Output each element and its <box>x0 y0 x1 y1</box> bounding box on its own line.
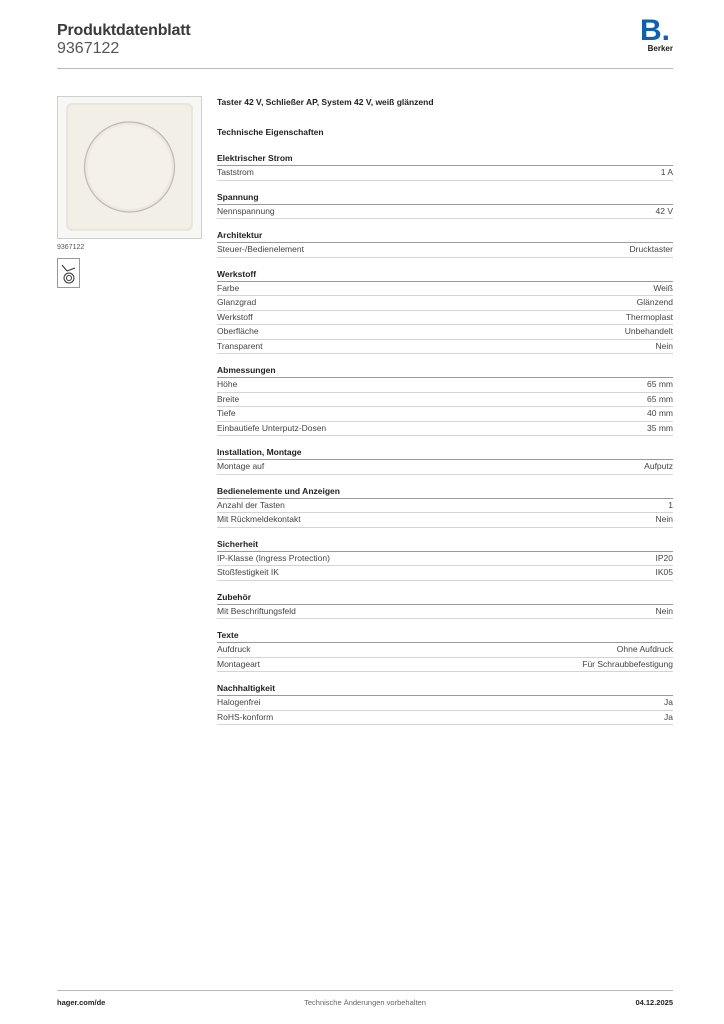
spec-section <box>217 229 673 258</box>
spec-value: 42 V <box>655 205 673 216</box>
spec-value: Aufputz <box>644 461 673 471</box>
document-title: Produktdatenblatt <box>57 22 191 39</box>
spec-row <box>217 643 673 658</box>
spec-value: IK05 <box>655 567 673 577</box>
spec-row <box>217 605 673 620</box>
spec-label: Mit Beschriftungsfeld <box>217 605 296 616</box>
spec-label: Halogenfrei <box>217 697 261 707</box>
product-image <box>57 96 202 239</box>
spec-row <box>217 499 673 514</box>
spec-value: 40 mm <box>647 408 673 418</box>
spec-value: Unbehandelt <box>624 326 673 336</box>
spec-value: IP20 <box>655 552 673 563</box>
product-title: Taster 42 V, Schließer AP, System 42 V, weiß glänzend <box>217 97 434 107</box>
technical-properties-heading: Technische Eigenschaften <box>217 127 324 137</box>
spec-label: Montage auf <box>217 461 265 471</box>
spec-value: Ja <box>664 711 673 722</box>
spec-value: Thermoplast <box>625 311 673 322</box>
spec-value: Nein <box>655 605 673 616</box>
spec-section <box>217 682 673 725</box>
spec-value: Für Schraubbefestigung <box>582 658 673 669</box>
spec-label: Höhe <box>217 379 238 389</box>
spec-value: Glänzend <box>636 297 673 307</box>
spec-label: RoHS-konform <box>217 711 274 722</box>
spec-row <box>217 378 673 393</box>
spec-row <box>217 311 673 326</box>
spec-value: 1 A <box>660 167 673 177</box>
page-footer <box>57 998 673 1010</box>
section-title: Elektrischer Strom <box>217 152 673 166</box>
spec-value: 1 <box>668 499 673 510</box>
section-title: Nachhaltigkeit <box>217 682 673 696</box>
spec-label: Mit Rückmeldekontakt <box>217 514 301 524</box>
spec-row <box>217 205 673 220</box>
spec-row <box>217 340 673 355</box>
spec-section <box>217 538 673 581</box>
spec-section <box>217 446 673 475</box>
footer-date: 04.12.2025 <box>635 998 673 1007</box>
section-title: Texte <box>217 629 673 643</box>
spec-label: Taststrom <box>217 167 254 177</box>
spec-label: Breite <box>217 393 240 404</box>
section-title: Abmessungen <box>217 364 673 378</box>
spec-value: Ja <box>664 697 673 707</box>
spec-label: Oberfläche <box>217 326 259 336</box>
spec-row <box>217 393 673 408</box>
specification-sections <box>217 152 673 725</box>
spec-value: Nein <box>655 514 673 524</box>
spec-row <box>217 296 673 311</box>
spec-row <box>217 166 673 181</box>
spec-value: 65 mm <box>647 393 673 404</box>
section-title: Sicherheit <box>217 538 673 552</box>
document-number: 9367122 <box>57 40 120 57</box>
spec-row <box>217 422 673 437</box>
footer-note: Technische Änderungen vorbehalten <box>304 998 426 1007</box>
spec-row <box>217 243 673 258</box>
spec-value: Weiß <box>653 282 673 293</box>
spec-row <box>217 711 673 726</box>
spec-label: Montageart <box>217 658 260 669</box>
spec-section <box>217 152 673 181</box>
berker-logo <box>639 14 673 56</box>
spec-row <box>217 325 673 340</box>
spec-value: Nein <box>655 340 673 351</box>
spec-label: Nennspannung <box>217 205 275 216</box>
spec-label: Farbe <box>217 282 240 293</box>
section-title: Architektur <box>217 229 673 243</box>
spec-label: Transparent <box>217 340 263 351</box>
spec-row <box>217 282 673 297</box>
page-header <box>57 14 673 68</box>
spec-row <box>217 552 673 567</box>
spec-label: Glanzgrad <box>217 297 257 307</box>
header-divider <box>57 68 673 69</box>
spec-label: Stoßfestigkeit IK <box>217 567 279 577</box>
spec-label: Steuer-/Bedienelement <box>217 244 304 254</box>
spec-section <box>217 629 673 672</box>
spec-section <box>217 191 673 220</box>
spec-label: Anzahl der Tasten <box>217 499 285 510</box>
section-title: Bedienelemente und Anzeigen <box>217 485 673 499</box>
push-button-symbol-icon <box>57 258 80 288</box>
spec-value: Ohne Aufdruck <box>616 644 673 654</box>
spec-value: 65 mm <box>647 379 673 389</box>
spec-label: Werkstoff <box>217 311 253 322</box>
spec-row <box>217 566 673 581</box>
spec-label: IP-Klasse (Ingress Protection) <box>217 552 330 563</box>
section-title: Spannung <box>217 191 673 205</box>
spec-row <box>217 460 673 475</box>
section-title: Installation, Montage <box>217 446 673 460</box>
spec-label: Tiefe <box>217 408 236 418</box>
spec-label: Aufdruck <box>217 644 251 654</box>
footer-website: hager.com/de <box>57 998 106 1007</box>
section-title: Werkstoff <box>217 268 673 282</box>
spec-section <box>217 485 673 528</box>
spec-section <box>217 364 673 436</box>
section-title: Zubehör <box>217 591 673 605</box>
logo-text: Berker <box>647 44 673 53</box>
spec-section <box>217 268 673 355</box>
spec-row <box>217 407 673 422</box>
spec-row <box>217 513 673 528</box>
push-button-illustration <box>58 97 201 238</box>
spec-section <box>217 591 673 620</box>
footer-divider <box>57 990 673 991</box>
image-caption: 9367122 <box>57 244 85 251</box>
logo-letter: B. <box>640 14 670 47</box>
spec-row <box>217 658 673 673</box>
spec-value: 35 mm <box>647 422 673 433</box>
spec-label: Einbautiefe Unterputz-Dosen <box>217 422 327 433</box>
spec-value: Drucktaster <box>629 244 673 254</box>
specification-column <box>217 96 673 735</box>
spec-row <box>217 696 673 711</box>
